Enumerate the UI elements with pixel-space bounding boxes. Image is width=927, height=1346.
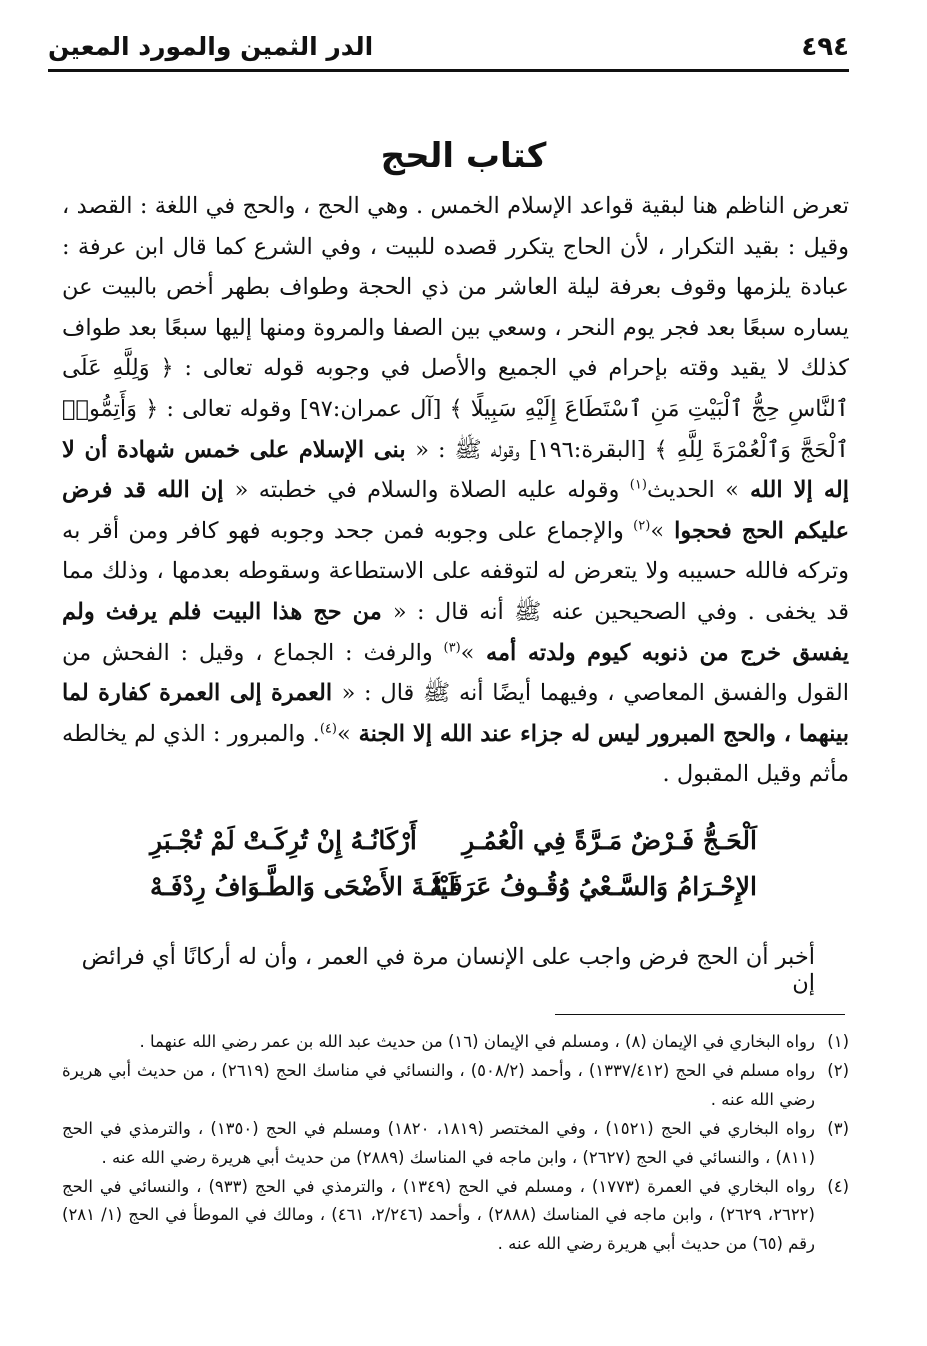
body-text-block (62, 186, 849, 795)
body-segment: وقوله عليه الصلاة والسلام في خطبته « (234, 477, 630, 504)
body-segment: والإجماع على وجوبه فمن جحد وجوبه فهو كافر ومن أقر به وتركه فالله حسيبه ولا يتعرض له لتوقفه على الاستطاعة وسقوطه بعدمها ، وذلك مما قد يخفى . وفي الصحيحين عنه ﷺ أنه قال : « (62, 517, 849, 625)
body-segment: » (460, 639, 475, 666)
commentary-line: أخبر أن الحج فرض واجب على الإنسان مرة في العمر ، وأن له أركانًا أي فرائض إن (81, 944, 815, 996)
running-header (48, 28, 849, 72)
body-segment: » (650, 517, 665, 544)
body-segment: تعرض الناظم هنا لبقية قواعد الإسلام الخمس . وهي الحج ، والحج في اللغة : القصد ، وقيل : بقيد التكرار ، لأن الحاج يتكرر قصده للبيت ، وفي الشرع كما قال ابن عرفة : عبادة يلزمها وقوف بعرفة ليلة العاشر من ذي الحجة وطواف بطهر أخص بالبيت عن يساره سبعًا بعد فجر يوم النحر ، وسعي بين الصفا والمروة ومنها إليها سبعًا بعد طواف كذلك لا يقيد وقته بإحرام في الجميع والأصل في وجوبه قوله تعالى : ﴿ وَلِلَّهِ عَلَى ٱلنَّاسِ حِجُّ ٱلْبَيْتِ مَنِ ٱسْتَطَاعَ إِلَيْهِ سَبِيلًا ﴾ [آل عمران:٩٧] وقوله تعالى : ﴿ وَأَتِمُّوا۟ ٱلْحَجَّ وَٱلْعُمْرَةَ لِلَّهِ ﴾ [البقرة:١٩٦] وقوله ﷺ : « (62, 193, 849, 463)
footnote-text: رواه مسلم في الحج (١٣٣٧/٤١٢) ، وأحمد (٥٠٨/٢) ، والنسائي في مناسك الحج (٢٦١٩) ، من حديث أبي هريرة رضي الله عنه . (62, 1061, 816, 1109)
body-segment: » (336, 720, 351, 747)
hadith-quote: العمرة إلى العمرة كفارة لما بينهما ، والحج المبرور ليس له جزاء عند الله إلا الجنة (62, 680, 849, 747)
footnote-ref[interactable]: (١) (629, 477, 647, 493)
footnote (62, 1173, 849, 1258)
footnote-ref[interactable]: (٣) (443, 640, 461, 656)
footnote-number: (٤) (827, 1177, 849, 1197)
chapter-title: كتاب الحج (380, 136, 547, 176)
verse-hemistich: الإِحْـرَامُ وَالسَّـعْيُ وُقُـوفُ عَرَفَـهْ (429, 872, 757, 901)
verse-hemistich: اَلْحَـجُّ فَـرْضٌ مَـرَّةً فِي الْعُمُـرِ (462, 826, 757, 855)
verse-hemistich: أَرْكَانُـهُ إِنْ تُرِكَـتْ لَمْ تُجْـبَرِ (150, 826, 417, 855)
footnote-number: (٢) (827, 1061, 849, 1081)
footnote (62, 1057, 849, 1114)
footnote-ref[interactable]: (٤) (319, 721, 337, 737)
footnote-text: رواه البخاري في العمرة (١٧٧٣) ، ومسلم في الحج (١٣٤٩) ، والترمذي في الحج (٩٣٣) ، والنسائي في الحج (٢٦٢٢، ٢٦٢٩) ، وابن ماجه في المناسك (٢٨٨٨) ، وأحمد (٢/٢٤٦، ٤٦١) ، ومالك في الموطأ في الحج (١/ ٢٨١) رقم (٦٥) من حديث أبي هريرة رضي الله عنه . (62, 1177, 815, 1253)
footnote (62, 1028, 849, 1056)
hadith-quote: إن الله قد فرض عليكم الحج فحجوا (62, 477, 849, 544)
footnote-number: (٣) (827, 1119, 849, 1139)
body-segment: . والمبرور : الذي لم يخالطه مأثم وقيل المقبول . (62, 720, 849, 788)
verse-row (140, 872, 787, 918)
footnote-text: رواه البخاري في الإيمان (٨) ، ومسلم في الإيمان (١٦) من حديث عبد الله بن عمر رضي الله عنهما . (139, 1032, 815, 1051)
footnote-text: رواه البخاري في الحج (١٥٢١) ، وفي المختصر (١٨١٩، ١٨٢٠) ومسلم في الحج (١٣٥٠) ، والترمذي في الحج (٨١١) ، والنسائي في الحج (٢٦٢٧) ، وابن ماجه في المناسك (٢٨٨٩) من حديث أبي هريرة رضي الله عنه . (62, 1119, 816, 1167)
verse-hemistich: لَيْلَـةَ الأَضْحَى وَالطَّـوَافُ رِدْفَـهْ (150, 872, 456, 901)
body-segment: » الحديث (646, 477, 739, 504)
footnote-number: (١) (827, 1032, 849, 1051)
hadith-quote: بنى الإسلام على خمس شهادة أن لا إله إلا الله (62, 436, 849, 504)
header-rule (48, 69, 849, 72)
hadith-quote: من حج هذا البيت فلم يرفث ولم يفسق خرج من ذنوبه كيوم ولدته أمه (62, 598, 849, 666)
footnote (62, 1115, 849, 1172)
book-title: الدر الثمين والمورد المعين (48, 32, 374, 61)
footnote-separator (555, 1014, 845, 1015)
footnotes (62, 1028, 849, 1259)
footnote-ref[interactable]: (٢) (633, 518, 651, 534)
verse-row (140, 826, 787, 872)
body-paragraph (62, 186, 849, 795)
poem-verses (140, 826, 787, 926)
body-segment: والرفث : الجماع ، وقيل : الفحش من القول والفسق المعاصي ، وفيهما أيضًا أنه ﷺ قال : « (62, 639, 849, 707)
page-number: ٤٩٤ (801, 32, 849, 62)
